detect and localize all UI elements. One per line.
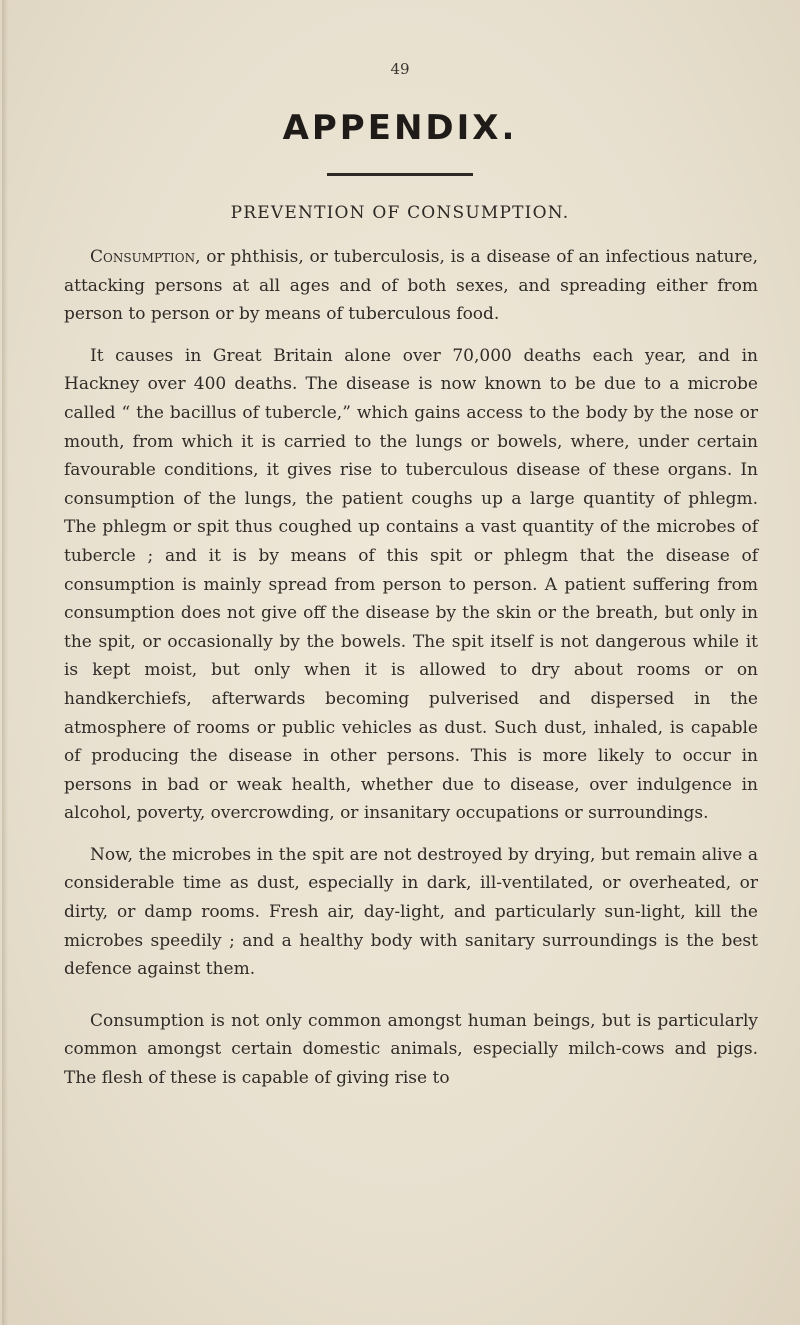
section-heading: PREVENTION OF CONSUMPTION.	[230, 203, 570, 223]
paragraph-1-lead: Consumption,	[90, 247, 201, 267]
appendix-title: APPENDIX.	[282, 108, 518, 148]
title-rule-divider	[327, 173, 473, 176]
paragraph-3: Now, the microbes in the spit are not destroyed by drying, but remain alive a considerable time as dust, especially in dark, ill-ventilated, or overheated, or dirty, or damp rooms. Fresh air, day-light, and particularly sun-light, kill the microbes speedily ; and a healthy body with sanitary surroundings is the best defence against them.	[64, 844, 758, 980]
paragraph-1-text: or phthisis, or tuberculosis, is a disease of an infectious nature, attacking persons at all ages and of both sexes, and spreading either from person to person or by means of tuberculous food.	[64, 247, 758, 325]
body-text	[64, 243, 758, 1093]
paragraph-4: Consumption is not only common amongst human beings, but is particularly common amongst certain domestic animals, especially milch-cows and pigs. The flesh of these is capable of giving rise to	[64, 1010, 758, 1089]
page-number: 49	[390, 60, 410, 78]
page-edge-shadow	[2, 0, 8, 1325]
paragraph-1	[64, 243, 758, 329]
paragraph-2: It causes in Great Britain alone over 70,000 deaths each year, and in Hackney over 400 deaths. The disease is now known to be due to a microbe called “ the bacillus of tubercle,” which gains access to the body by the nose or mouth, from which it is carried to the lungs or bowels, where, under certain favourable conditions, it gives rise to tuberculous disease of these organs. In consumption of the lungs, the patient coughs up a large quantity of phlegm. The phlegm or spit thus coughed up contains a vast quantity of the microbes of tubercle ; and it is by means of this spit or phlegm that the disease of consumption is mainly spread from person to person. A patient suffering from consumption does not give off the disease by the skin or the breath, but only in the spit, or occasionally by the bowels. The spit itself is not dangerous while it is kept moist, but only when it is allowed to dry about rooms or on handkerchiefs, afterwards becoming pulverised and dispersed in the atmosphere of rooms or public vehicles as dust. Such dust, inhaled, is capable of producing the disease in other persons. This is more likely to occur in persons in bad or weak health, whether due to disease, over indulgence in alcohol, poverty, overcrowding, or insanitary occupations or surroundings.	[64, 345, 758, 824]
